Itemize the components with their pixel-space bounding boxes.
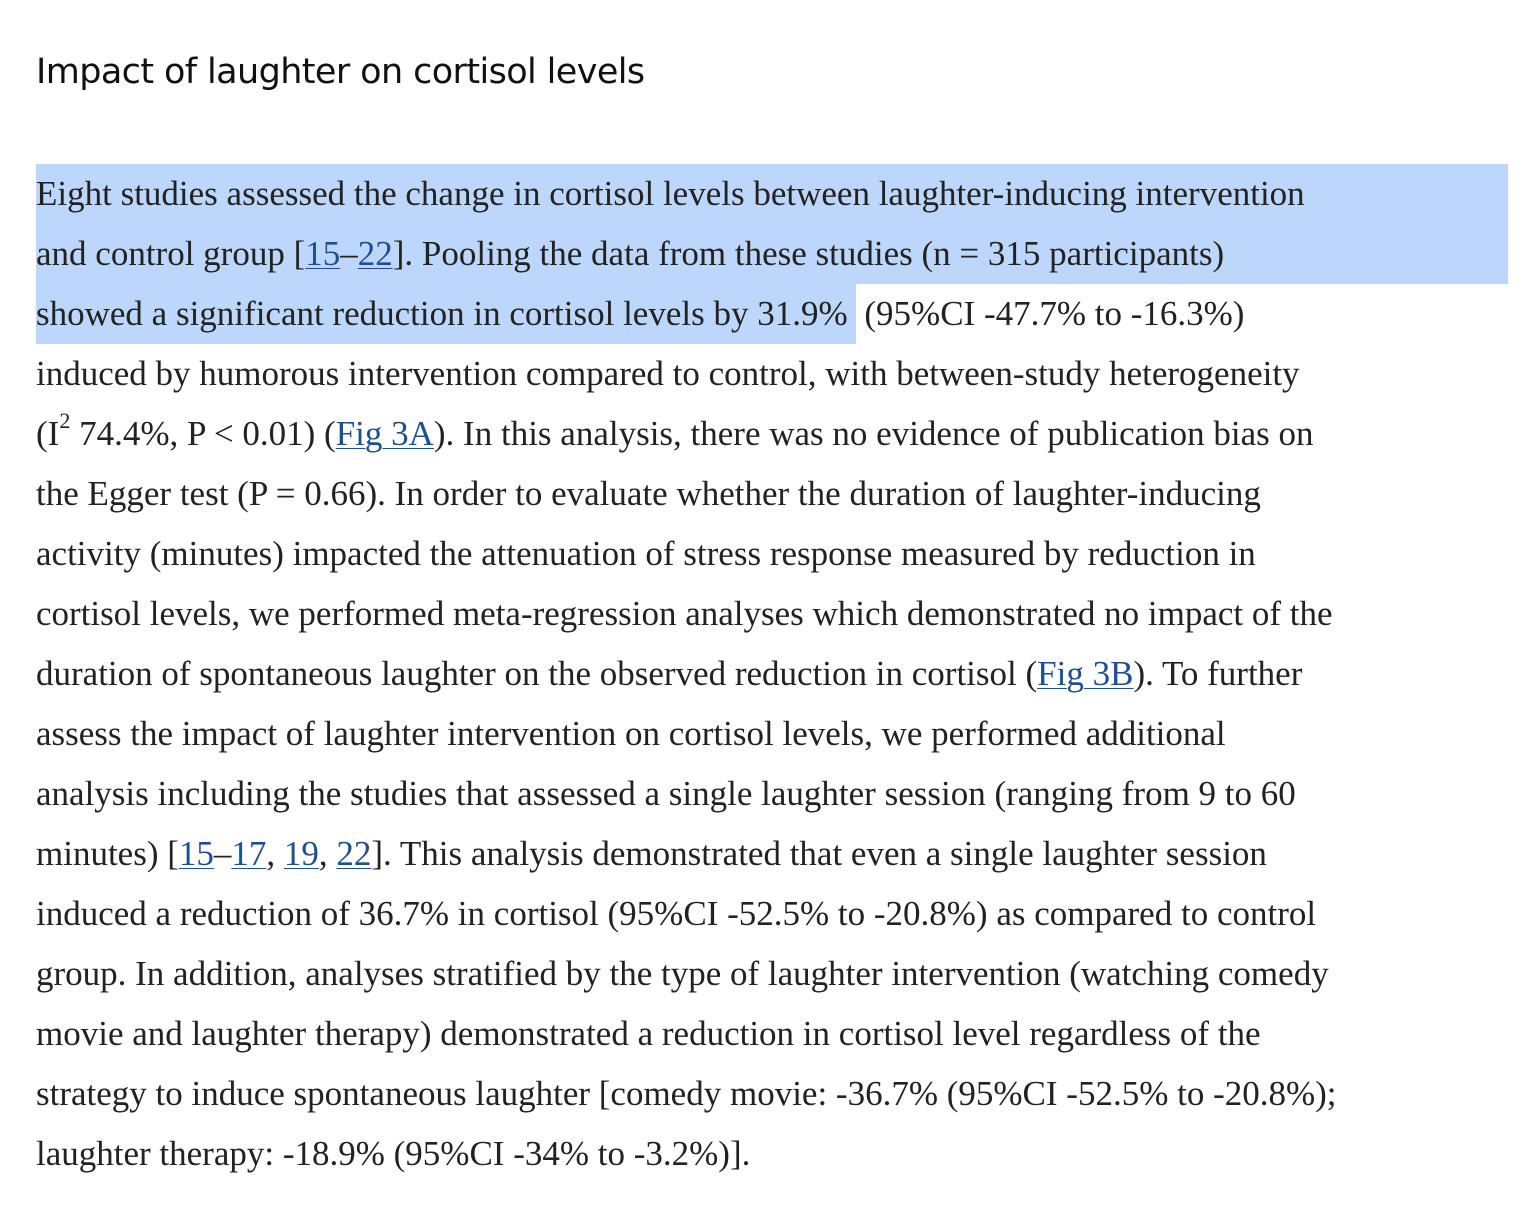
text-line-17: laughter therapy: -18.9% (95%CI -34% to -3.2%)]. <box>36 1134 751 1173</box>
text-line-2 <box>36 224 1516 284</box>
superscript: 2 <box>59 408 71 434</box>
section-heading: Impact of laughter on cortisol levels <box>36 52 645 92</box>
text-line-6: the Egger test (P = 0.66). In order to evaluate whether the duration of laughter-inducing <box>36 474 1261 513</box>
text-selection-highlight[interactable]: Eight studies assessed the change in cortisol levels between laughter-inducing intervention <box>36 164 1508 224</box>
text-line-15: movie and laughter therapy) demonstrated a reduction in cortisol level regardless of the <box>36 1014 1261 1053</box>
text-line-3: showed a significant reduction in cortisol levels by 31.9% (95%CI -47.7% to -16.3%) <box>36 284 1516 344</box>
text-line-14: group. In addition, analyses stratified by the type of laughter intervention (watching comedy <box>36 954 1329 993</box>
body-paragraph <box>36 164 1516 1184</box>
citation-link-19[interactable]: 19 <box>283 834 319 873</box>
figure-link-3b[interactable]: Fig 3B <box>1037 654 1134 693</box>
text-line-8: cortisol levels, we performed meta-regression analyses which demonstrated no impact of the <box>36 594 1333 633</box>
citation-link-17[interactable]: 17 <box>231 834 267 873</box>
text-line-4: induced by humorous intervention compared to control, with between-study heterogeneity <box>36 354 1300 393</box>
citation-link-15[interactable]: 15 <box>305 234 341 273</box>
text-line-10: assess the impact of laughter intervention on cortisol levels, we performed additional <box>36 714 1226 753</box>
text-line-11: analysis including the studies that assessed a single laughter session (ranging from 9 to 60 <box>36 774 1296 813</box>
text-line-12: minutes) [15–17, 19, 22]. This analysis demonstrated that even a single laughter session <box>36 834 1267 873</box>
text-line-7: activity (minutes) impacted the attenuation of stress response measured by reduction in <box>36 534 1256 573</box>
text-line-1 <box>36 164 1516 224</box>
text-line-16: strategy to induce spontaneous laughter [comedy movie: -36.7% (95%CI -52.5% to -20.8%); <box>36 1074 1337 1113</box>
citation-link-22[interactable]: 22 <box>357 234 393 273</box>
citation-link-22[interactable]: 22 <box>336 834 372 873</box>
figure-link-3a[interactable]: Fig 3A <box>335 414 434 453</box>
text-line-13: induced a reduction of 36.7% in cortisol (95%CI -52.5% to -20.8%) as compared to control <box>36 894 1317 933</box>
text-line-5: ($I^2$ 74.4%, P < 0.01) (Fig 3A). In this analysis, there was no evidence of publication bias on <box>36 408 1314 453</box>
text-selection-highlight[interactable]: showed a significant reduction in cortisol levels by 31.9% <box>36 284 856 344</box>
citation-link-15[interactable]: 15 <box>178 834 214 873</box>
text-line-9: duration of spontaneous laughter on the observed reduction in cortisol (Fig 3B). To further <box>36 654 1303 693</box>
text-selection-highlight[interactable]: and control group [15–22]. Pooling the data from these studies (n = 315 participants) <box>36 224 1508 284</box>
